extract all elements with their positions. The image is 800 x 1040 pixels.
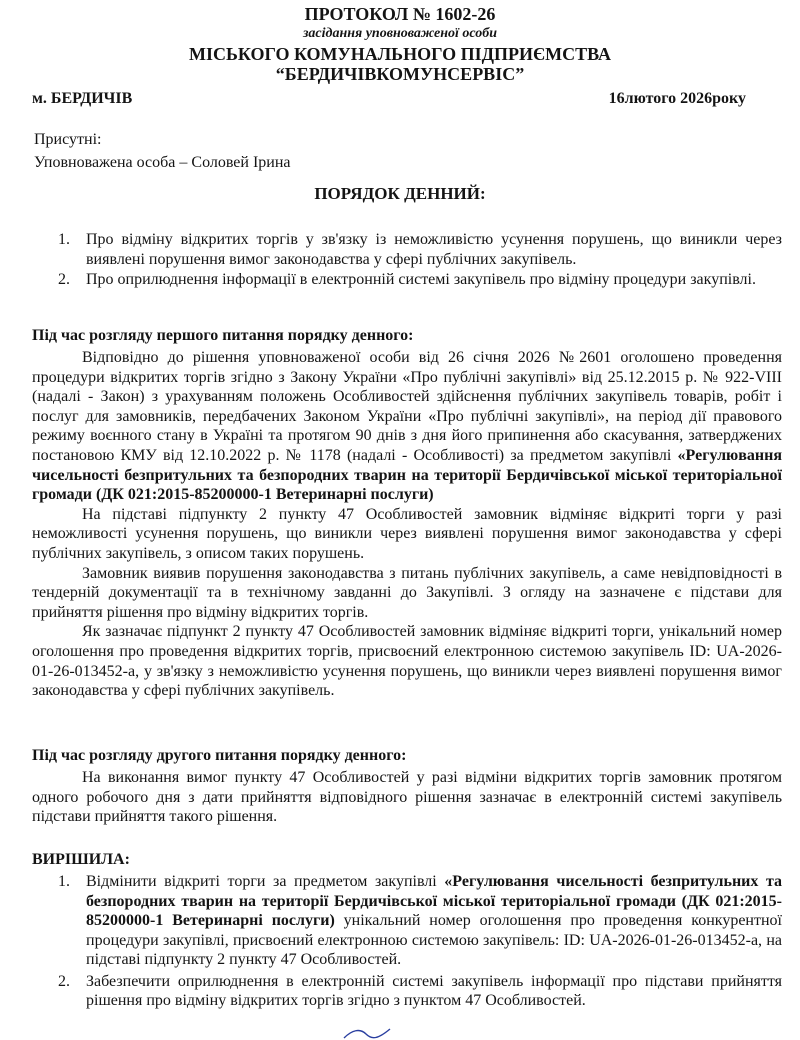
- resolution-item-number: 2.: [58, 972, 70, 990]
- attendees-label: Присутні:: [34, 131, 102, 148]
- agenda-item-number: 1.: [58, 231, 70, 248]
- organization-name-line2: “БЕРДИЧІВКОМУНСЕРВІС”: [275, 64, 525, 84]
- agenda-list: [58, 230, 782, 290]
- resolution-item-text: Забезпечити оприлюднення в електронній системі закупівель інформації про підстави прийняття рішення про відміну відкритих торгів згідно з пунктом 47 Особливостей.: [86, 972, 782, 1009]
- paragraph: Як зазначає підпункт 2 пункту 47 Особливостей замовник відміняє відкриті торги, унікальний номер оголошення про проведення відкритих торгів, присвоєний електронною системою закупівель ID: UA-2026-01-26-013452-a, у зв'язку з неможливістю усунення порушень, що виникли через виявлені порушення вимог законодавства у сфері публічних закупівель.: [32, 623, 782, 700]
- organization-name-line1: МІСЬКОГО КОМУНАЛЬНОГО ПІДПРИЄМСТВА: [188, 44, 612, 64]
- agenda-item-number: 2.: [58, 271, 70, 288]
- paragraph-text: Відповідно до рішення уповноваженої особи від 26 січня 2026 №2601 оголошено проведення процедури відкритих торгів згідно з Закону України «Про публічні закупівлі» від 25.12.2015 р. № 922-VIII (надалі - Закон) з урахуванням положень Особливостей здійснення публічних закупівель товарів, робіт і послуг для замовників, передбачених Законом України «Про публічні закупівлі», на період дії правового режиму воєнного стану в Україні та протягом 90 днів з дня його припинення або скасування, затверджених постановою КМУ від 12.10.2022 р. № 1178 (надалі - Особливості) за предметом закупівлі: [32, 349, 782, 464]
- document-subtitle: засідання уповноваженої особи: [302, 26, 498, 41]
- procurement-subject-bold: «Регулювання чисельності безпритульних та безпородних тварин на території Бердичівської міської територіальної громади (ДК 021:2015-85200000-1 Ветеринарні послуги): [32, 446, 782, 504]
- document-title: ПРОТОКОЛ № 1602-26: [304, 4, 496, 24]
- first-question-body: [32, 348, 782, 701]
- agenda-item: [58, 270, 782, 290]
- signature-mark: [342, 1026, 392, 1040]
- resolution-item-text: Відмінити відкриті торги за предметом закупівлі: [86, 873, 445, 890]
- resolution-heading: ВИРІШИЛА:: [32, 851, 130, 868]
- first-question-heading: Під час розгляду першого питання порядку денного:: [32, 327, 414, 344]
- paragraph: На виконання вимог пункту 47 Особливостей у разі відміни відкритих торгів замовник протягом одного робочого дня з дати прийняття відповідного рішення зазначає в електронній системі закупівель підстави прийняття такого рішення.: [32, 769, 782, 826]
- resolution-list: [58, 872, 782, 1011]
- paragraph: [32, 348, 782, 505]
- resolution-item: [58, 872, 782, 970]
- resolution-item-number: 1.: [58, 873, 70, 890]
- agenda-item-text: Про відміну відкритих торгів у зв'язку із неможливістю усунення порушень, що виникли через виявлені порушення вимог законодавства у сфері публічних закупівель.: [86, 231, 782, 268]
- resolution-item-text-end: унікальний номер оголошення про проведення конкурентної процедури закупівлі, присвоєний електронною системою закупівель: ID: UA-2026-01-26-013452-a, на підставі підпункту 2 пункту 47 Особливостей.: [86, 912, 782, 968]
- second-question-body: [32, 768, 782, 827]
- attendees-block: [34, 128, 291, 174]
- paragraph: На підставі підпункту 2 пункту 47 Особливостей замовник відміняє відкриті торги у разі неможливості усунення порушень, що виникли через виявлені порушення вимог законодавства у сфері публічних закупівель, з описом таких порушень.: [32, 505, 782, 562]
- procurement-subject-bold: «Регулювання чисельності безпритульних та безпородних тварин на території Бердичівської міської територіальної громади (ДК 021:2015-85200000-1 Ветеринарні послуги): [86, 873, 782, 929]
- agenda-item: [58, 230, 782, 269]
- document-date: 16лютого 2026року: [608, 90, 746, 107]
- agenda-item-text: Про оприлюднення інформації в електронній системі закупівель про відміну процедури закупівлі.: [86, 271, 756, 288]
- attendee-name: Уповноважена особа – Соловей Ірина: [34, 154, 291, 171]
- place-of-issue: м. БЕРДИЧІВ: [32, 90, 133, 107]
- resolution-item: [58, 972, 782, 1011]
- agenda-heading: ПОРЯДОК ДЕННИЙ:: [314, 184, 486, 203]
- second-question-heading: Під час розгляду другого питання порядку денного:: [32, 747, 407, 764]
- paragraph: Замовник виявив порушення законодавства з питань публічних закупівель, а саме невідповідності в тендерній документації та в технічному завданні до Закупівлі. З огляду на зазначене є підстави для прийняття рішення про відміну відкритих торгів.: [32, 564, 782, 621]
